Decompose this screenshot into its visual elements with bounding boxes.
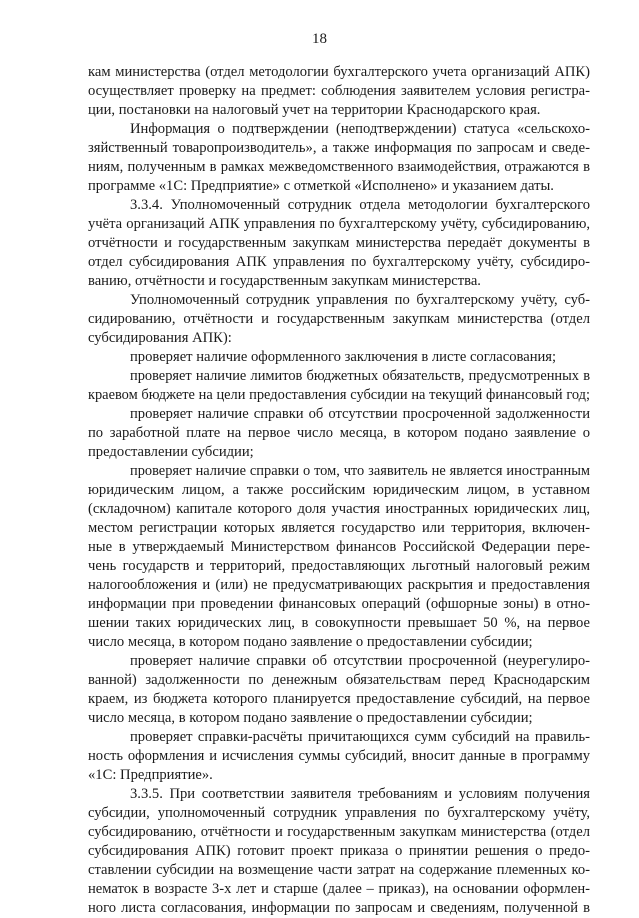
text-line: ванной) задолженности по денежным обязательствам перед Краснодарским [88,672,590,688]
text-line: учёта организаций АПК управления по бухгалтерскому учёту, субсидированию, [88,216,590,232]
text-line: ность оформления и исчисления суммы субсидий, вносит данные в программу [88,748,590,764]
text-line: субсидированию, отчётности и государственным закупкам министерства (отдел [88,824,590,840]
text-line: Информация о подтверждении (неподтверждении) статуса «сельскохо- [130,121,590,137]
text-line: юридическим лицом, а также российским юридическим лицом, в уставном [88,482,590,498]
text-line: чень государств и территорий, предоставляющих льготный налоговый режим [88,558,590,574]
text-line: ные в утверждаемый Министерством финансов Российской Федерации пере- [88,539,590,555]
text-line: проверяет наличие лимитов бюджетных обязательств, предусмотренных в [130,368,590,384]
text-line: число месяца, в котором подано заявление о предоставлении субсидии; [88,634,533,650]
text-line: программе «1С: Предприятие» с отметкой «Исполнено» и указанием даты. [88,178,554,194]
text-line: ставлении субсидии на возмещение части затрат на содержание племенных ко- [88,862,590,878]
text-line: проверяет наличие справки об отсутствии просроченной задолженности [130,406,590,422]
text-line: краевом бюджете на цели предоставления субсидии на текущий финансовый год; [88,387,590,403]
text-line: субсидирования АПК) готовит проект приказа о принятии решения о предо- [88,843,590,859]
text-line: ванию, отчётности и государственным закупкам министерства. [88,273,481,289]
text-line: проверяет наличие оформленного заключения в листе согласования; [130,349,557,365]
page-number: 18 [312,31,327,47]
text-line: краем, из бюджета которого планируется предоставление субсидий, на первое [88,691,590,707]
text-line: Уполномоченный сотрудник управления по бухгалтерскому учёту, суб- [130,292,590,308]
text-line: нематок в возрасте 3-х лет и старше (далее – приказ), на основании оформлен- [88,881,590,897]
text-line: проверяет наличие справки о том, что заявитель не является иностранным [130,463,590,479]
text-line: «1С: Предприятие». [88,767,213,783]
text-line: осуществляет проверку на предмет: соблюдения заявителем условия регистра- [88,83,590,99]
text-line: 3.3.4. Уполномоченный сотрудник отдела методологии бухгалтерского [130,197,590,213]
text-line: ниям, полученным в рамках межведомственного взаимодействия, отражаются в [88,159,590,175]
text-line: число месяца, в котором подано заявление о предоставлении субсидии; [88,710,533,726]
text-line: (складочном) капитале которого доля участия иностранных юридических лиц, [88,501,590,517]
text-line: кам министерства (отдел методологии бухгалтерского учета организаций АПК) [88,64,590,80]
text-line: предоставлении субсидии; [88,444,254,460]
text-line: налогообложения и (или) не предусматривающих раскрытия и предоставления [88,577,590,593]
text-line: проверяет наличие справки об отсутствии просроченной (неурегулиро- [130,653,590,669]
text-line: информации при проведении финансовых операций (офшорные зоны) в отно- [88,596,590,612]
text-line: отчётности и государственным закупкам министерства передаёт документы в [88,235,590,251]
text-line: сидированию, отчётности и государственным закупкам министерства (отдел [88,311,590,327]
text-line: местом регистрации которых является государство или территория, включен- [88,520,590,536]
text-line: отдел субсидирования АПК управления по бухгалтерскому учёту, субсидиро- [88,254,590,270]
text-line: субсидирования АПК): [88,330,232,346]
text-line: шении таких юридических лиц, в совокупности превышает 50 %, на первое [88,615,590,631]
text-line: субсидии, уполномоченный сотрудник управления по бухгалтерскому учёту, [88,805,590,821]
text-line: зяйственный товаропроизводитель», а также информация по запросам и сведе- [88,140,590,156]
text-line: проверяет справки-расчёты причитающихся сумм субсидий на правиль- [130,729,590,745]
text-line: по заработной плате на первое число месяца, в котором подано заявление о [88,425,590,441]
text-line: ции, постановки на налоговый учет на территории Краснодарского края. [88,102,541,118]
text-line: 3.3.5. При соответствии заявителя требованиям и условиям получения [130,786,590,802]
text-line: ного листа согласования, информации по запросам и сведениям, полученной в [88,900,590,916]
